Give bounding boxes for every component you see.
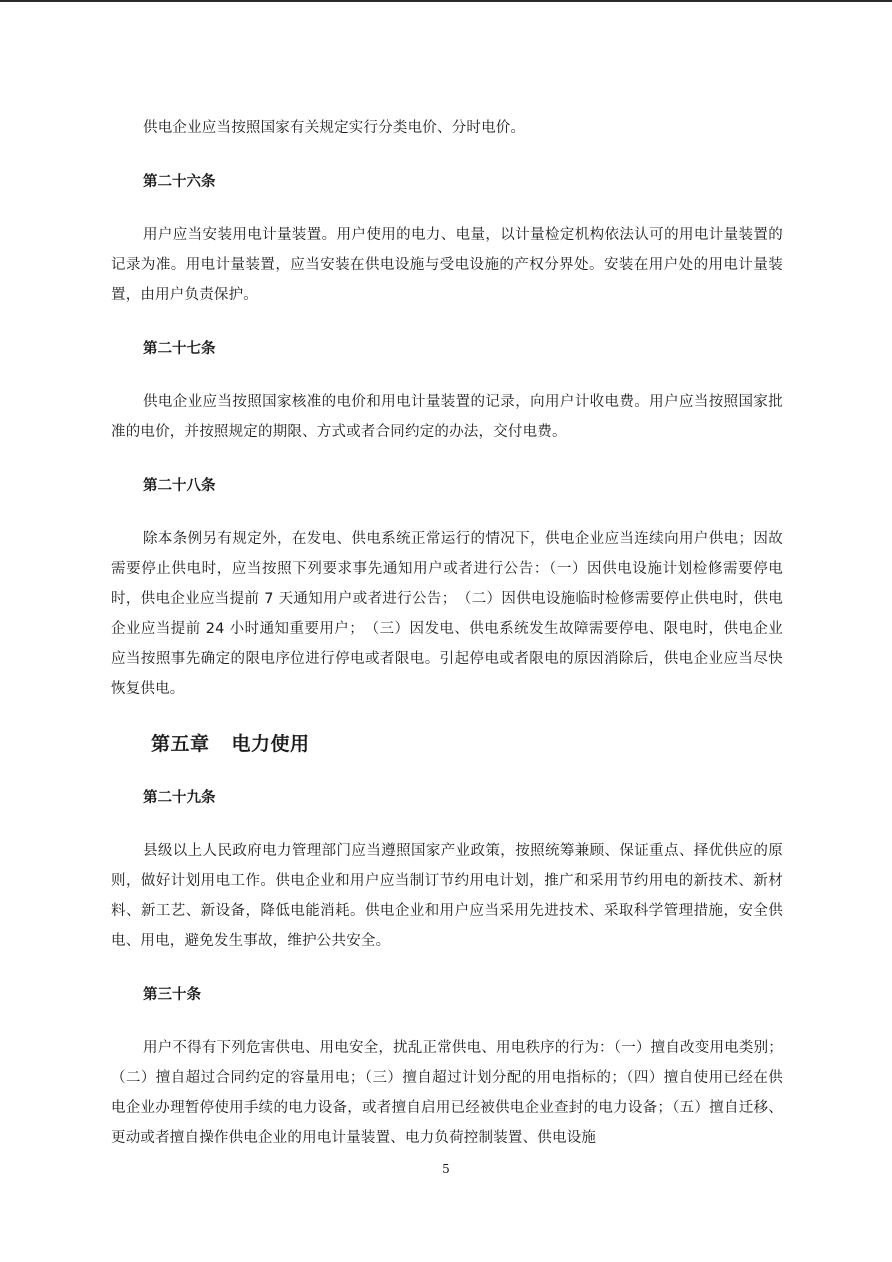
article-heading-26: 第二十六条 [143, 174, 216, 190]
page-number: 5 [442, 1162, 450, 1176]
chapter-title: 电力使用 [231, 733, 310, 755]
document-body [111, 113, 783, 1177]
article-heading-27: 第二十七条 [143, 341, 216, 357]
paragraph-article-28: 除本条例另有规定外，在发电、供电系统正常运行的情况下，供电企业应当连续向用户供电；因故需要停止供电时，应当按照下列要求事先通知用户或者进行公告：（一）因供电设施计划检修需要停电时，供电企业应当提前 7 天通知用户或者进行公告； （二）因供电设施临时检修需要停止供电时，供电企业应当提前 24 小时通知重要用户； （三）因发电、供电系统发生故障需要停电、限电时，供电企业应当按照事先确定的限电序位进行停电或者限电。引起停电或者限电的原因消除后，供电企业应当尽快恢复供电。 [111, 531, 783, 697]
chapter-heading [151, 728, 783, 760]
paragraph-article-30: 用户不得有下列危害供电、用电安全，扰乱正常供电、用电秩序的行为：（一）擅自改变用电类别；（二）擅自超过合同约定的容量用电；（三）擅自超过计划分配的用电指标的；（四）擅自使用已经在供电企业办理暂停使用手续的电力设备，或者擅自启用已经被供电企业查封的电力设备；（五）擅自迁移、更动或者擅自操作供电企业的用电计量装置、电力负荷控制装置、供电设施 [111, 1040, 783, 1146]
article-heading-28: 第二十八条 [143, 478, 216, 494]
page-top-border [0, 0, 892, 2]
paragraph-article-27: 供电企业应当按照国家核准的电价和用电计量装置的记录，向用户计收电费。用户应当按照国家批准的电价，并按照规定的期限、方式或者合同约定的办法，交付电费。 [111, 394, 783, 440]
article-heading-30: 第三十条 [143, 987, 201, 1003]
chapter-number: 第五章 [151, 733, 210, 755]
paragraph-pricing: 供电企业应当按照国家有关规定实行分类电价、分时电价。 [143, 120, 526, 136]
paragraph-article-26: 用户应当安装用电计量装置。用户使用的电力、电量，以计量检定机构依法认可的用电计量装置的记录为准。用电计量装置，应当安装在供电设施与受电设施的产权分界处。安装在用户处的用电计量装置，由用户负责保护。 [111, 227, 783, 303]
paragraph-article-29: 县级以上人民政府电力管理部门应当遵照国家产业政策，按照统筹兼顾、保证重点、择优供应的原则，做好计划用电工作。供电企业和用户应当制订节约用电计划，推广和采用节约用电的新技术、新材料、新工艺、新设备，降低电能消耗。供电企业和用户应当采用先进技术、采取科学管理措施，安全供电、用电，避免发生事故，维护公共安全。 [111, 843, 783, 949]
article-heading-29: 第二十九条 [143, 790, 216, 806]
